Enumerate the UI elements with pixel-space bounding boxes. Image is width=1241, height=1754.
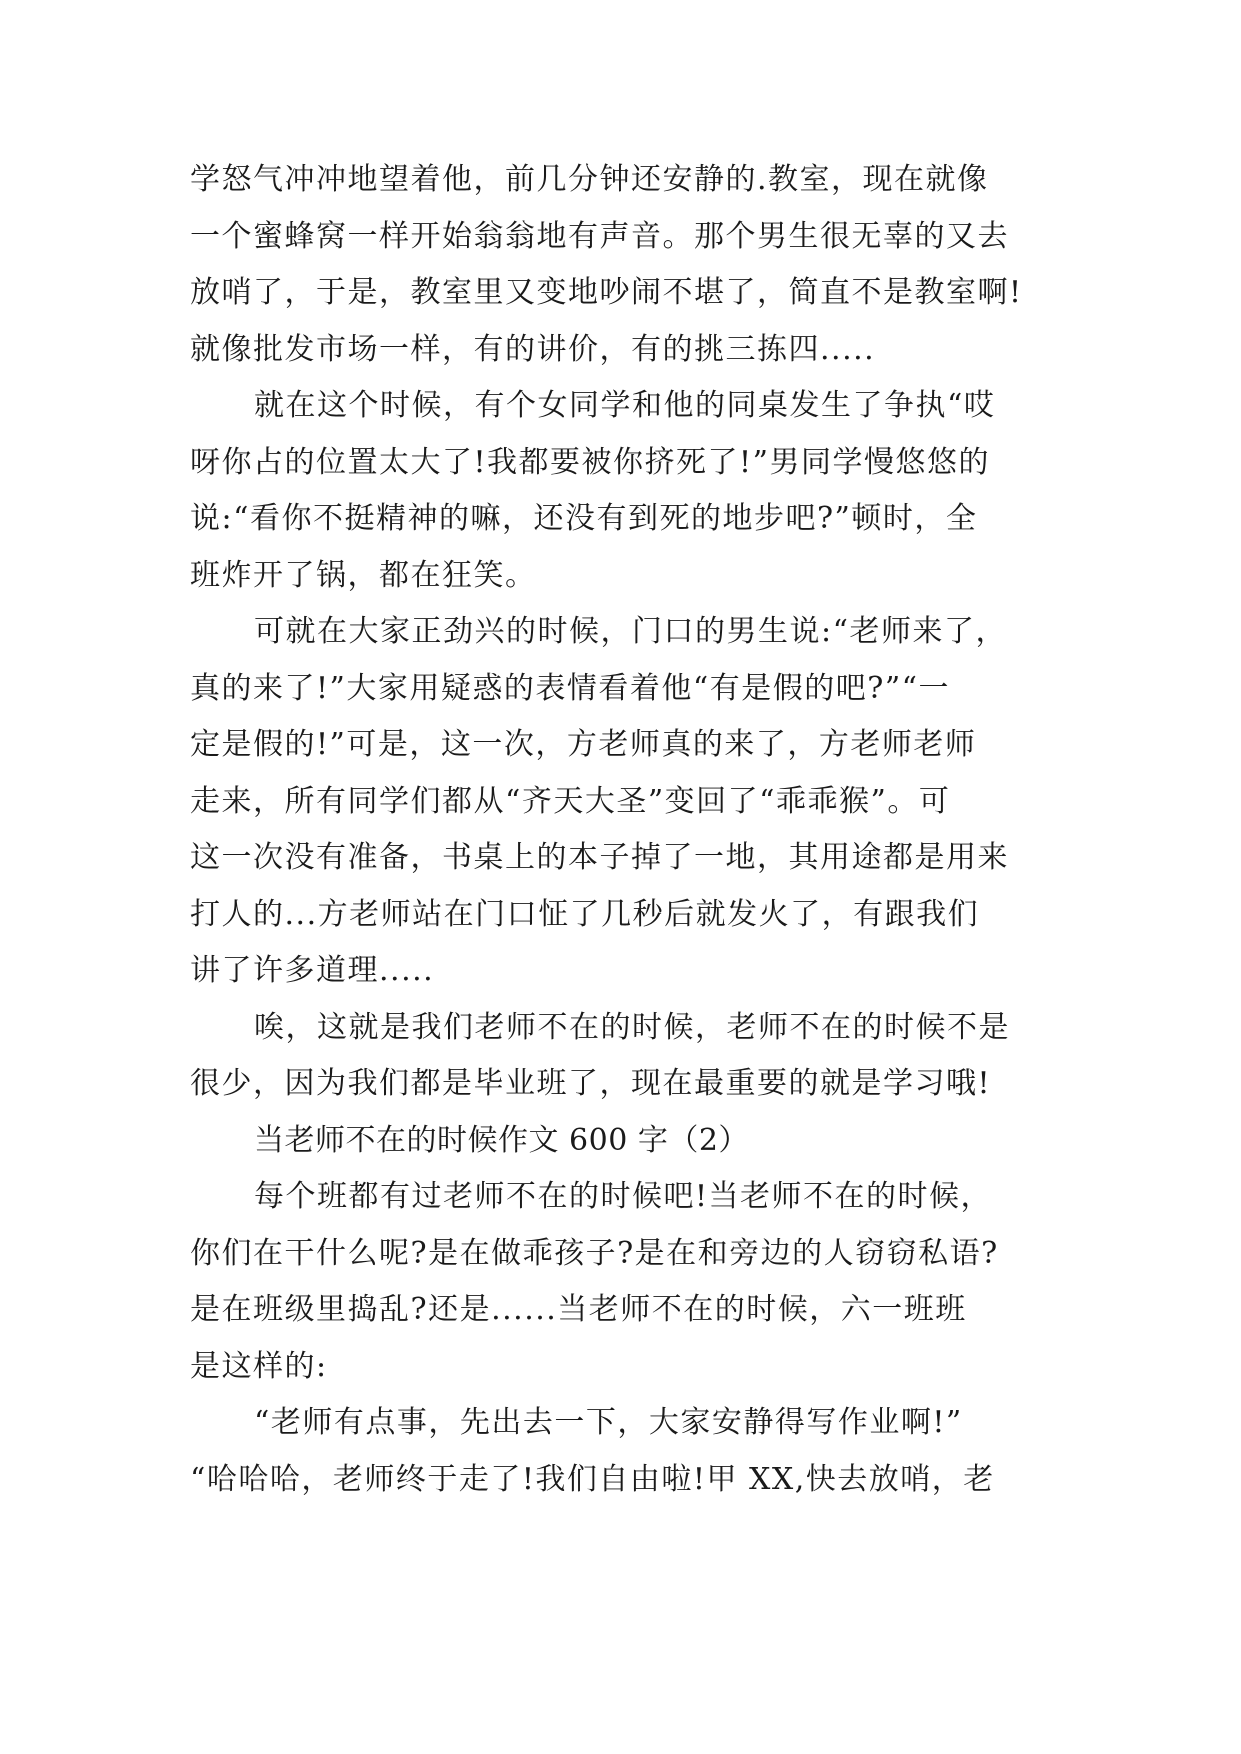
- document-body: [190, 152, 1070, 1508]
- text-line: 是这样的:: [190, 1348, 328, 1384]
- paragraph-first-line: 就在这个时候，有个女同学和他的同桌发生了争执“哎: [254, 388, 996, 423]
- text-line: 呀你占的位置太大了!我都要被你挤死了!”男同学慢悠悠的: [190, 444, 990, 480]
- text-line: 一个蜜蜂窝一样开始翁翁地有声音。那个男生很无辜的又去: [190, 218, 1009, 254]
- paragraph-first-line: “老师有点事，先出去一下，大家安静得写作业啊!”: [254, 1405, 963, 1440]
- text-line: “哈哈哈，老师终于走了!我们自由啦!甲 XX,快去放哨，老: [190, 1461, 995, 1497]
- text-line: 班炸开了锅，都在狂笑。: [190, 557, 537, 593]
- section-heading: 当老师不在的时候作文 600 字（2）: [254, 1122, 749, 1158]
- text-line: 放哨了，于是，教室里又变地吵闹不堪了，简直不是教室啊!: [190, 275, 1023, 310]
- text-line: 讲了许多道理.....: [190, 953, 435, 988]
- paragraph-first-line: 唉，这就是我们老师不在的时候，老师不在的时候不是: [254, 1009, 1010, 1045]
- text-line: 走来，所有同学们都从“齐天大圣”变回了“乖乖猴”。可: [190, 783, 951, 819]
- text-line: 学怒气冲冲地望着他，前几分钟还安静的.教室，现在就像: [190, 162, 989, 197]
- text-line: 很少，因为我们都是毕业班了，现在最重要的就是学习哦!: [190, 1066, 992, 1101]
- text-line: 定是假的!”可是，这一次，方老师真的来了，方老师老师: [190, 727, 977, 762]
- text-line: 打人的...方老师站在门口怔了几秒后就发火了，有跟我们: [190, 896, 980, 932]
- text-line: 说:“看你不挺精神的嘛，还没有到死的地步吧?”顿时，全: [190, 501, 978, 536]
- text-line: 你们在干什么呢?是在做乖孩子?是在和旁边的人窃窃私语?: [190, 1235, 999, 1271]
- paragraph-first-line: 可就在大家正劲兴的时候，门口的男生说:“老师来了，: [254, 614, 1007, 649]
- text-line: 这一次没有准备，书桌上的本子掉了一地，其用途都是用来: [190, 840, 1009, 875]
- text-line: 就像批发市场一样，有的讲价，有的挑三拣四.....: [190, 331, 876, 367]
- text-line: 是在班级里捣乱?还是......当老师不在的时候，六一班班: [190, 1292, 967, 1327]
- paragraph-first-line: 每个班都有过老师不在的时候吧!当老师不在的时候，: [254, 1179, 993, 1214]
- text-line: 真的来了!”大家用疑惑的表情看着他“有是假的吧?”“一: [190, 670, 950, 706]
